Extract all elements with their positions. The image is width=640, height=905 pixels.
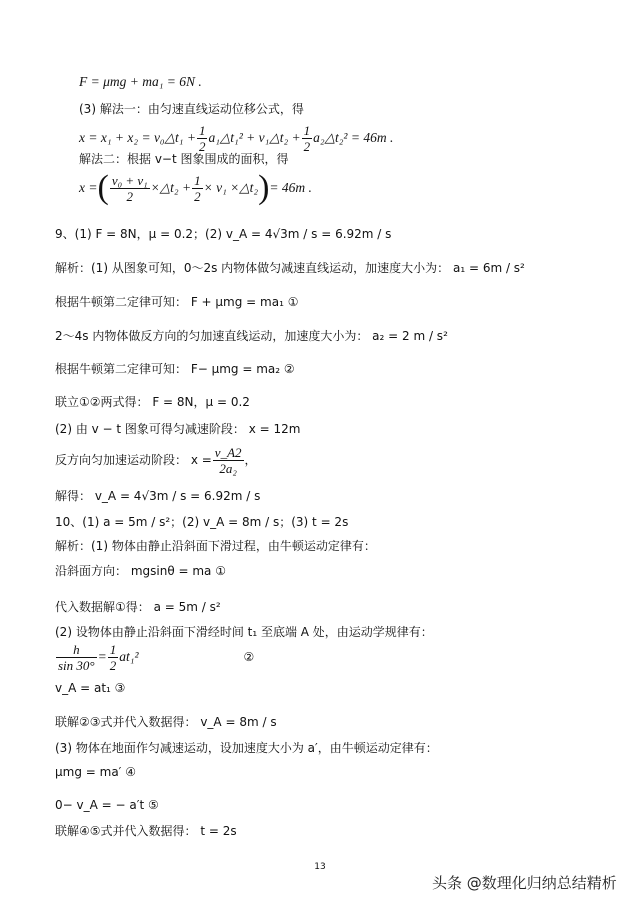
formula-part: at₁² [119, 649, 139, 664]
formula-part: a₂△t₂² = 46m . [313, 130, 394, 145]
combine-1-2: 联立①②两式得： F = 8N，μ = 0.2 [55, 395, 250, 409]
formula-friction: μmg = ma′ ④ [55, 765, 136, 779]
answer-10: 10、(1) a = 5m / s²；(2) v_A = 8m / s；(3) t = 2s [55, 515, 349, 529]
formula-x-method-2 [79, 168, 312, 208]
analysis-9-1: 解析：(1) 从图象可知，0～2s 内物体做匀减速直线运动，加速度大小为： a₁ = 6m / s² [55, 261, 525, 275]
equation-number-2: ② [243, 650, 255, 664]
fraction-half: $\frac{1}{2}$ [194, 172, 201, 204]
page-number: 13 [314, 862, 326, 872]
fraction-vA2-2a2: $\frac{v\_A2}{\text{2a₂}}$ [214, 444, 242, 476]
newton-law-2: 根据牛顿第二定律可知： F− μmg = ma₂ ② [55, 362, 295, 376]
formula-part: × v₁ ×△t₂ [203, 180, 259, 195]
fraction-v0-v1: $\frac{\text{v₀ + v₁}}{2}$ [111, 172, 148, 204]
reverse-accel-phase [55, 443, 257, 477]
newton-law-1: 根据牛顿第二定律可知： F + μmg = ma₁ ① [55, 295, 299, 309]
analysis-10-2: (2) 设物体由静止沿斜面下滑经时间 t₁ 至底端 A 处，由运动学规律有： [55, 625, 433, 639]
analysis-9-2: (2) 由 v − t 图象可得匀减速阶段： x = 12m [55, 422, 301, 436]
analysis-10-3: (3) 物体在地面作匀减速运动，设加速度大小为 a′，由牛顿运动定律有： [55, 741, 438, 755]
reverse-motion: 2～4s 内物体做反方向的匀加速直线运动，加速度大小为： a₂ = 2 m / s² [55, 329, 448, 343]
formula-part: a₁△t₁² + v₁△t₂ + [208, 130, 301, 145]
solve-vA-10: 联解②③式并代入数据得： v_A = 8m / s [55, 715, 277, 729]
solution-method-1: (3) 解法一：由匀速直线运动位移公式，得 [79, 102, 304, 116]
left-paren: ( [97, 169, 109, 206]
formula-part: = 46m . [269, 180, 312, 195]
formula-decel: 0− v_A = − a′t ⑤ [55, 798, 159, 812]
formula-part: x = x₁ + x₂ = v₀△t₁ + [79, 130, 196, 145]
answer-9: 9、(1) F = 8N，μ = 0.2；(2) v_A = 4√3m / s = 6.92m / s [55, 227, 392, 241]
fraction-half: $\frac{1}{2}$ [198, 122, 206, 154]
right-paren: ) [258, 169, 270, 206]
formula-part: ×△t₂ + [150, 180, 192, 195]
fraction-half: $\frac{1}{2}$ [109, 641, 117, 673]
watermark: 头条 @数理化归纳总结精析 [432, 874, 617, 892]
solve-a: 代入数据解①得： a = 5m / s² [55, 600, 221, 614]
fraction-half: $\frac{1}{2}$ [303, 122, 311, 154]
solution-method-2: 解法二：根据 v−t 图象围成的面积，得 [79, 152, 289, 166]
formula-vA-at1: v_A = at₁ ③ [55, 681, 126, 695]
solve-vA: 解得： v_A = 4√3m / s = 6.92m / s [55, 489, 261, 503]
formula-part: = [97, 649, 107, 664]
formula-F: F = μmg + ma₁ = 6N . [79, 74, 202, 89]
fraction-h-sin30: $\frac{h}{\sin 30^\circ}$ [58, 641, 95, 673]
incline-direction: 沿斜面方向： mgsinθ = ma ① [55, 564, 226, 578]
formula-part: ， [244, 453, 257, 467]
formula-part: x = [79, 180, 98, 195]
formula-part: 反方向匀加速运动阶段： x = [55, 453, 212, 467]
solve-t: 联解④⑤式并代入数据得： t = 2s [55, 824, 237, 838]
analysis-10-1: 解析：(1) 物体由静止沿斜面下滑过程，由牛顿运动定律有： [55, 539, 376, 553]
formula-h-sin30 [55, 639, 254, 675]
